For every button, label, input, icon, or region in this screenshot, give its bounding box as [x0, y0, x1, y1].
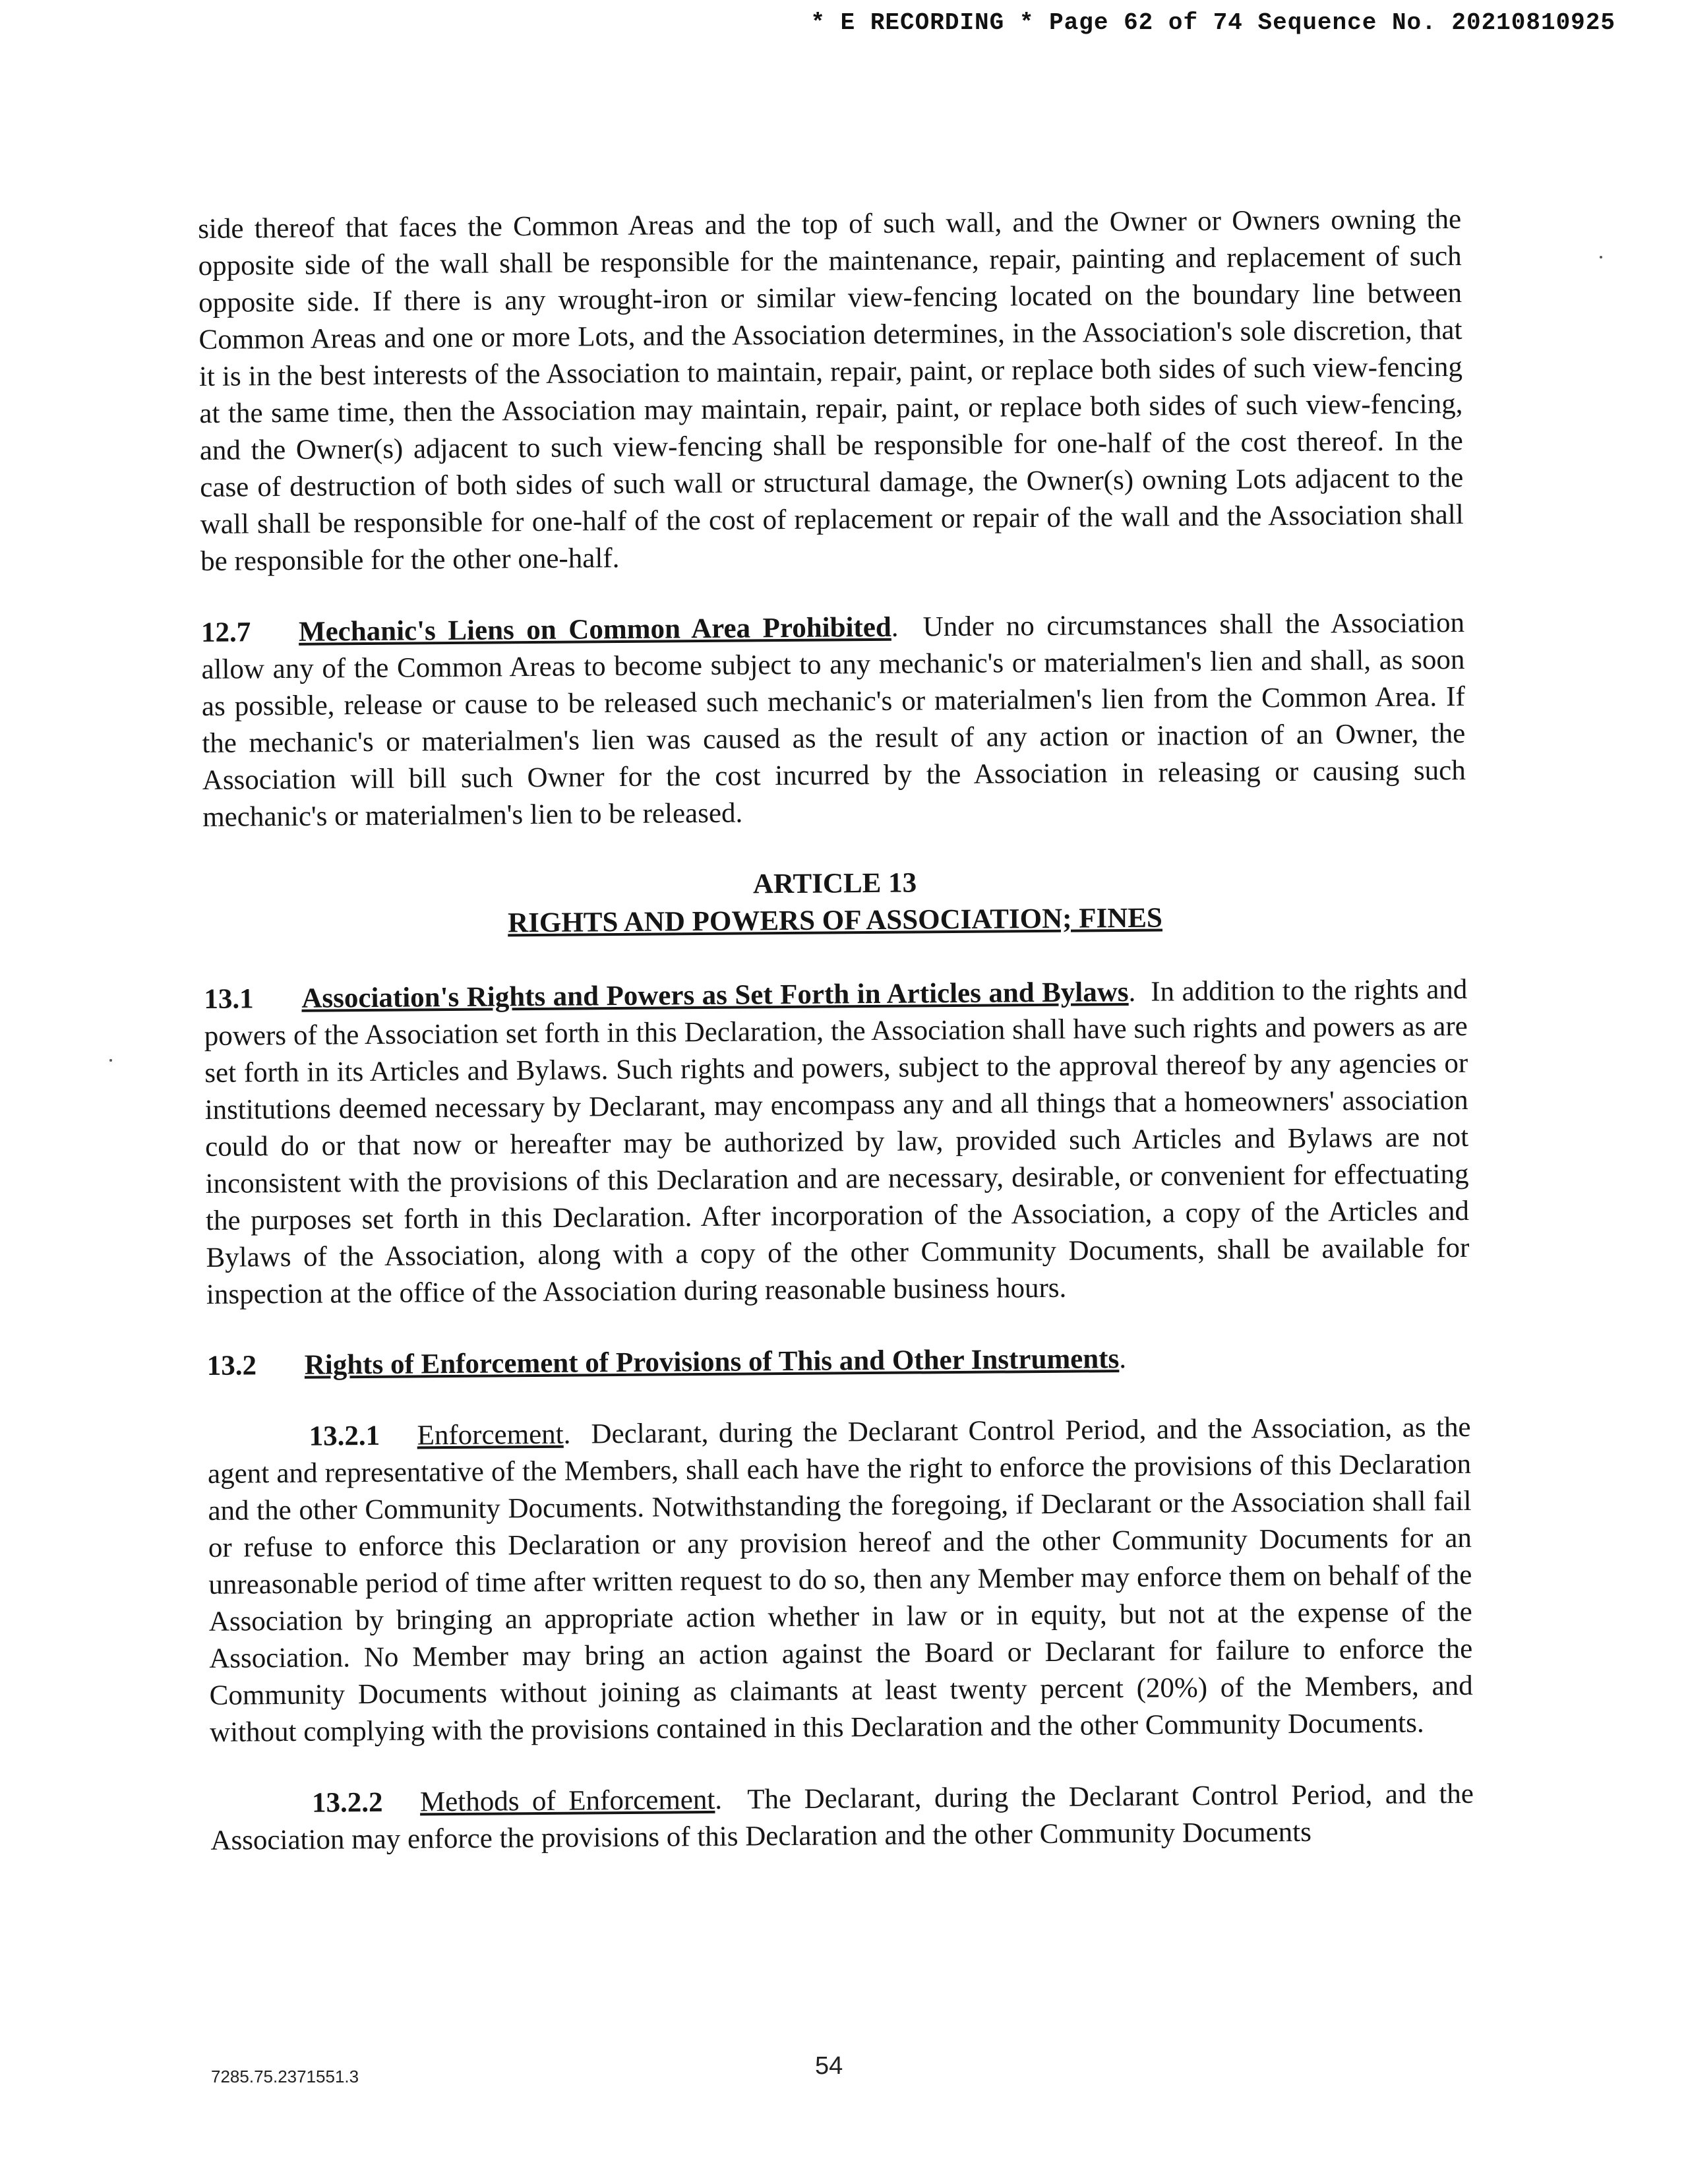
section-title: Rights of Enforcement of Provisions of This and Other Instruments [304, 1343, 1120, 1381]
section-13-2-2: 13.2.2 Methods of Enforcement. The Declarant, during the Declarant Control Period, and the Association may enforce the provisions of this Declaration and the other Community Documents [210, 1778, 1474, 1856]
section-text: Under no circumstances shall the Association allow any of the Common Areas to become subject to any mechanic's or materialmen's lien and shall, as soon as possible, release or cause to be released such mechanic's or materialmen's lien from the Common Area. If the mechanic's or materialmen's lien was caused as the result of any action or inaction of an Owner, the Association will bill such Owner for the cost incurred by the Association in releasing or causing such mechanic's or materialmen's lien to be released. [201, 607, 1466, 833]
section-title: Mechanic's Liens on Common Area Prohibited [298, 611, 891, 648]
section-12-7: 12.7 Mechanic's Liens on Common Area Prohibited. Under no circumstances shall the Association allow any of the Common Areas to become subject to any mechanic's or materialmen's lien and shall, as soon as possible, release or cause to be released such mechanic's or materialmen's lien from the Common Area. If the mechanic's or materialmen's lien was caused as the result of any action or inaction of an Owner, the Association will bill such Owner for the cost incurred by the Association in releasing or causing such mechanic's or materialmen's lien to be released. [200, 607, 1466, 833]
section-13-2-1: 13.2.1 Enforcement. Declarant, during the Declarant Control Period, and the Association, as the agent and representative of the Members, shall each have the right to enforce the provisions of this Declaration and the other Community Documents. Notwithstanding the foregoing, if Declarant or the Association shall fail or refuse to enforce this Declaration or any provision hereof and the other Community Documents for an unreasonable period of time after written request to do so, then any Member may enforce them on behalf of the Association by bringing an appropriate action whether in law or in equity, but not at the expense of the Association. No Member may bring an action against the Board or Declarant for failure to enforce the Community Documents without joining as claimants at least twenty percent (20%) of the Members, and without complying with the provisions contained in this Declaration and the other Community Documents. [207, 1411, 1473, 1748]
section-number: 12.7 [200, 617, 251, 648]
subsection-title: Methods of Enforcement [419, 1784, 715, 1818]
section-number: 13.1 [204, 983, 254, 1015]
section-number: 13.2 [206, 1350, 257, 1381]
subsection-number: 13.2.2 [311, 1786, 383, 1819]
article-label: ARTICLE 13 [752, 867, 917, 900]
document-id: 7285.75.2371551.3 [211, 2067, 359, 2086]
section-13-2: 13.2 Rights of Enforcement of Provisions of This and Other Instruments. [207, 1338, 1470, 1385]
section-text: In addition to the rights and powers of the Association set forth in this Declaration, the Association shall have such rights and powers as are set forth in its Articles and Bylaws. Such rights and powers, subject to the approval thereof by any agencies or institutions deemed necessary by Declarant, may encompass any and all things that a homeowners' association could do or that now or hereafter may be authorized by law, provided such Articles and Bylaws are not inconsistent with the provisions of this Declaration and are necessary, desirable, or convenient for effectuating the purposes set forth in this Declaration. After incorporation of the Association, a copy of the Articles and Bylaws of the Association, along with a copy of the other Community Documents, shall be available for inspection at the office of the Association during reasonable business hours. [204, 973, 1470, 1310]
section-13-1: 13.1 Association's Rights and Powers as Set Forth in Articles and Bylaws. In addition to the rights and powers of the Association set forth in this Declaration, the Association shall have such rights and powers as are set forth in its Articles and Bylaws. Such rights and powers, subject to the approval thereof by any agencies or institutions deemed necessary by Declarant, may encompass any and all things that a homeowners' association could do or that now or hereafter may be authorized by law, provided such Articles and Bylaws are not inconsistent with the provisions of this Declaration and are necessary, desirable, or convenient for effectuating the purposes set forth in this Declaration. After incorporation of the Association, a copy of the Articles and Bylaws of the Association, along with a copy of the other Community Documents, shall be available for inspection at the office of the Association during reasonable business hours. [204, 973, 1470, 1310]
subsection-number: 13.2.1 [309, 1420, 380, 1452]
subsection-text: Declarant, during the Declarant Control Period, and the Association, as the agent and representative of the Members, shall each have the right to enforce the provisions of this Declaration and the other Community Documents. Notwithstanding the foregoing, if Declarant or the Association shall fail or refuse to enforce this Declaration or any provision hereof and the other Community Documents for an unreasonable period of time after written request to do so, then any Member may enforce them on behalf of the Association by bringing an appropriate action whether in law or in equity, but not at the expense of the Association. No Member may bring an action against the Board or Declarant for failure to enforce the Community Documents without joining as claimants at least twenty percent (20%) of the Members, and without complying with the provisions contained in this Declaration and the other Community Documents. [207, 1411, 1473, 1748]
subsection-title: Enforcement [417, 1418, 564, 1451]
article-heading [203, 861, 1467, 944]
subsection-text: The Declarant, during the Declarant Control Period, and the Association may enforce the provisions of this Declaration and the other Community Documents [210, 1778, 1474, 1856]
scan-speck [109, 1059, 112, 1062]
document-body [198, 201, 1474, 1860]
article-title: RIGHTS AND POWERS OF ASSOCIATION; FINES [507, 902, 1163, 939]
continuation-paragraph: side thereof that faces the Common Areas and the top of such wall, and the Owner or Owners owning the opposite side of the wall shall be responsible for the maintenance, repair, painting and replacement of such opposite side. If there is any wrought-iron or similar view-fencing located on the boundary line between Common Areas and one or more Lots, and the Association determines, in the Association's sole discretion, that it is in the best interests of the Association to maintain, repair, paint, or replace both sides of such view-fencing at the same time, then the Association may maintain, repair, paint, or replace both sides of such view-fencing, and the Owner(s) adjacent to such view-fencing shall be responsible for one-half of the cost thereof. In the case of destruction of both sides of such wall or structural damage, the Owner(s) owning Lots adjacent to the wall shall be responsible for one-half of the cost of replacement or repair of the wall and the Association shall be responsible for the other one-half. [198, 203, 1464, 577]
section-title: Association's Rights and Powers as Set Forth in Articles and Bylaws [301, 976, 1129, 1014]
page-number: 54 [815, 2052, 843, 2080]
scan-speck [1600, 256, 1602, 258]
recording-stamp: * E RECORDING * Page 62 of 74 Sequence No. 20210810925 [810, 9, 1615, 36]
